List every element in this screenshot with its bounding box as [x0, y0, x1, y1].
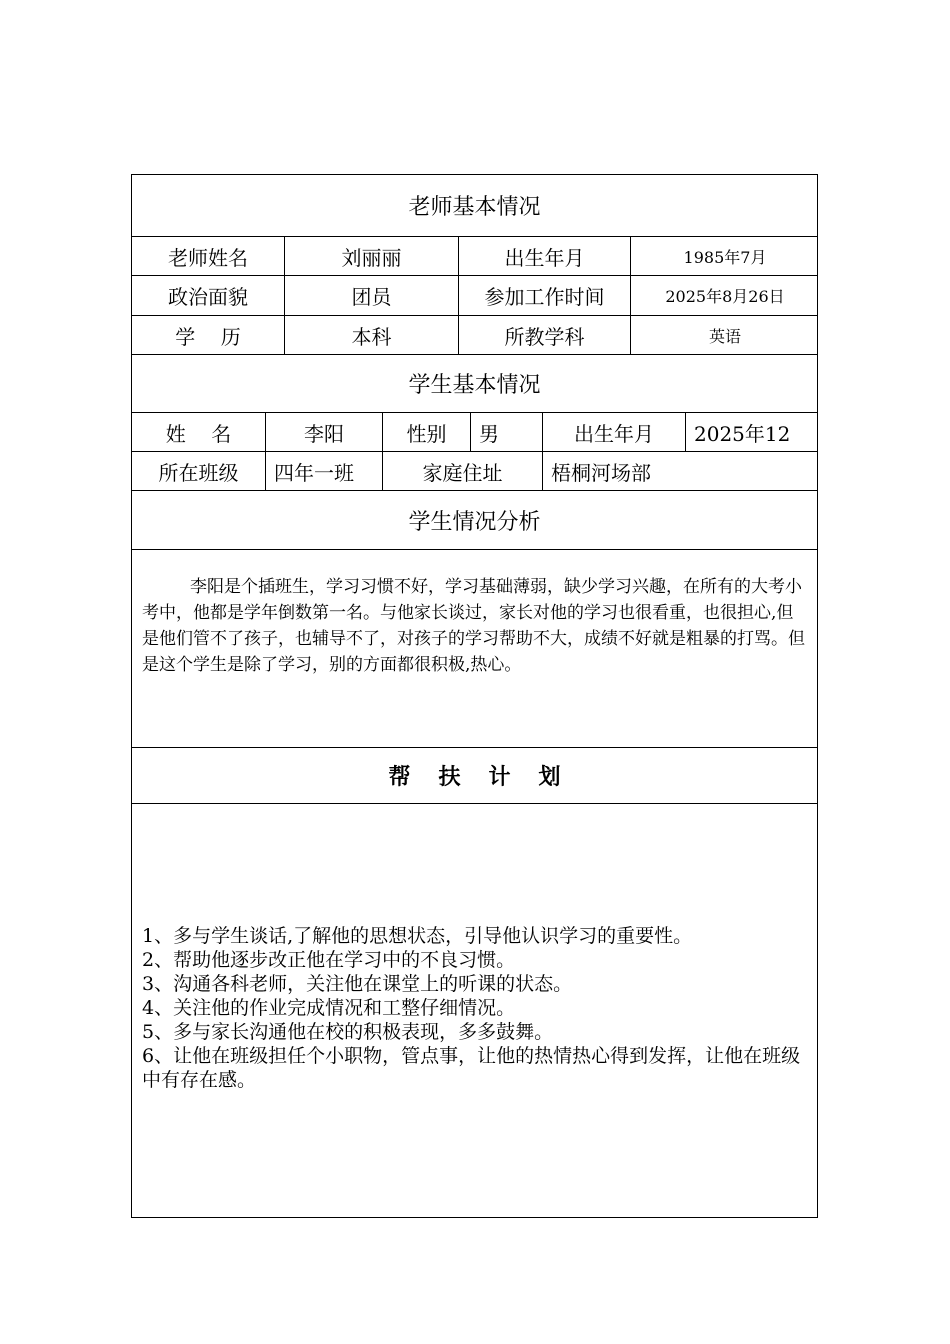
student-section-title: 学生基本情况 — [408, 373, 541, 398]
subject-label: 所教学科 — [459, 316, 631, 354]
plan-list — [142, 924, 807, 1092]
work-start-value: 2025年8月26日 — [665, 287, 785, 306]
gender-value: 男 — [471, 413, 543, 451]
plan-item: 4、关注他的作业完成情况和工整仔细情况。 — [142, 997, 516, 1019]
teacher-section-title: 老师基本情况 — [408, 195, 541, 220]
education-label: 学 历 — [132, 316, 285, 354]
teacher-section-header — [132, 175, 817, 237]
assistance-form-table — [131, 174, 818, 1218]
plan-title-char: 计 — [488, 765, 511, 790]
analysis-section-title: 学生情况分析 — [408, 509, 541, 535]
student-section-header — [132, 355, 817, 413]
work-start-label: 参加工作时间 — [459, 276, 631, 315]
gender-label: 性别 — [383, 413, 471, 451]
student-name-value: 李阳 — [266, 413, 383, 451]
analysis-text: 李阳是个插班生，学习习惯不好，学习基础薄弱，缺少学习兴趣，在所有的大考小考中，他都是学年倒数第一名。与他家长谈过，家长对他的学习也很看重，也很担心,但是他们管不了孩子，也辅导不了，对孩子的学习帮助不大，成绩不好就是粗暴的打骂。但是这个学生是除了学习，别的方面都很积极,热心。 — [142, 577, 805, 675]
plan-section-header — [132, 748, 817, 804]
plan-item: 5、多与家长沟通他在校的积极表现，多多鼓舞。 — [142, 1021, 554, 1043]
teacher-row — [132, 276, 817, 316]
teacher-row — [132, 237, 817, 276]
education-value: 本科 — [285, 316, 459, 354]
analysis-body — [132, 550, 817, 748]
address-value: 梧桐河场部 — [551, 460, 651, 485]
student-birth-value: 2025年12 — [694, 421, 791, 446]
subject-value: 英语 — [708, 326, 741, 346]
student-row — [132, 413, 817, 452]
plan-item: 2、帮助他逐步改正他在学习中的不良习惯。 — [142, 949, 516, 971]
political-status-value: 团员 — [285, 276, 459, 315]
class-label: 所在班级 — [132, 452, 266, 490]
plan-item: 1、多与学生谈话,了解他的思想状态，引导他认识学习的重要性。 — [142, 925, 693, 947]
plan-title-char: 扶 — [438, 765, 461, 790]
teacher-name-label: 老师姓名 — [132, 237, 285, 275]
plan-item: 3、沟通各科老师，关注他在课堂上的听课的状态。 — [142, 973, 573, 995]
political-status-label: 政治面貌 — [132, 276, 285, 315]
student-name-label: 姓 名 — [132, 413, 266, 451]
teacher-row — [132, 316, 817, 355]
teacher-birth-label: 出生年月 — [459, 237, 631, 275]
address-label: 家庭住址 — [383, 452, 543, 490]
plan-section-title — [132, 748, 817, 803]
plan-title-char: 划 — [538, 765, 561, 790]
class-value: 四年一班 — [266, 452, 383, 490]
analysis-section-header — [132, 491, 817, 550]
plan-title-char: 帮 — [388, 765, 411, 790]
plan-item: 6、让他在班级担任个小职物，管点事，让他的热情热心得到发挥，让他在班级中有存在感。 — [142, 1045, 801, 1091]
teacher-birth-value: 1985年7月 — [683, 247, 767, 267]
plan-body — [132, 804, 817, 1217]
student-row — [132, 452, 817, 491]
teacher-name-value: 刘丽丽 — [285, 237, 459, 275]
student-birth-label: 出生年月 — [543, 413, 686, 451]
